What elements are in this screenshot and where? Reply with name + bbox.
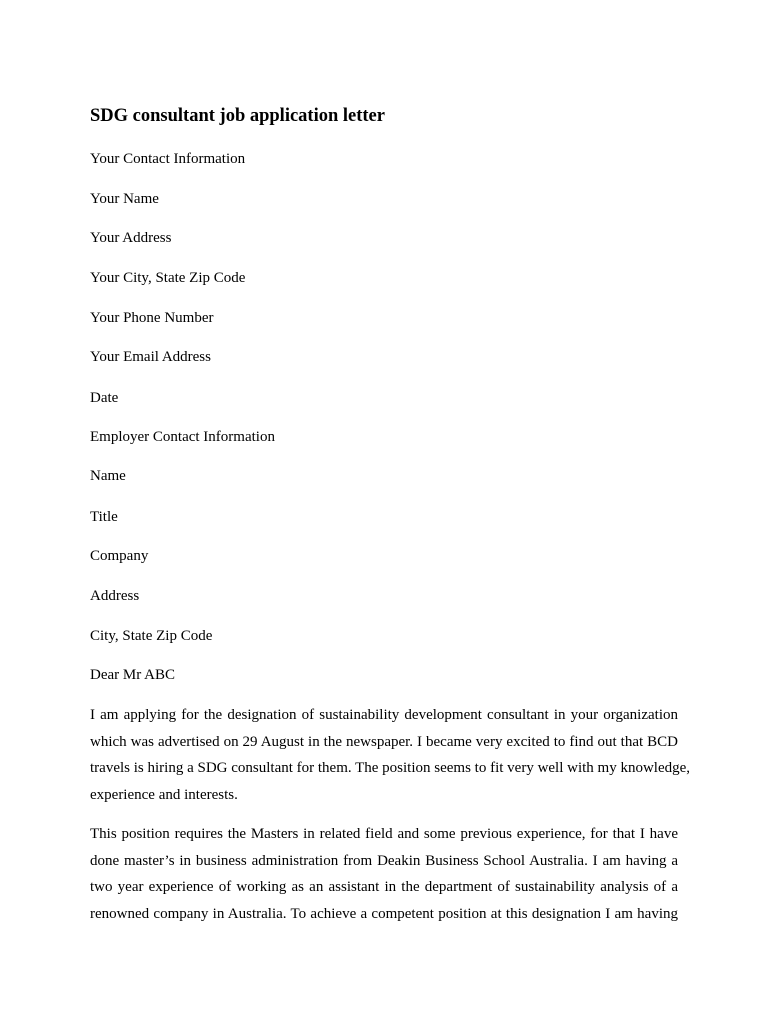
paragraph-line: two year experience of working as an assistant in the department of sustainability analysis of a bbox=[90, 879, 678, 895]
your-address-line: Your Address bbox=[90, 230, 172, 246]
date-line: Date bbox=[90, 390, 119, 406]
salutation: Dear Mr ABC bbox=[90, 667, 175, 683]
paragraph-line: travels is hiring a SDG consultant for them. The position seems to fit very well with my knowledge, bbox=[90, 760, 691, 776]
paragraph-line: I am applying for the designation of sustainability development consultant in your organization bbox=[90, 707, 678, 723]
contact-info-heading: Your Contact Information bbox=[90, 151, 246, 167]
paragraph-line: This position requires the Masters in related field and some previous experience, for that I have bbox=[90, 826, 678, 842]
employer-title-line: Title bbox=[90, 509, 118, 525]
body-paragraph bbox=[90, 702, 691, 808]
paragraph-line: renowned company in Australia. To achieve a competent position at this designation I am having bbox=[90, 905, 678, 922]
employer-company-line: Company bbox=[90, 548, 149, 564]
body-paragraph bbox=[90, 821, 678, 927]
your-name-line: Your Name bbox=[90, 191, 159, 207]
your-email-line: Your Email Address bbox=[90, 349, 211, 365]
paragraph-line: done master’s in business administration from Deakin Business School Australia. I am having a bbox=[90, 852, 678, 869]
employer-name-line: Name bbox=[90, 468, 126, 484]
document-title: SDG consultant job application letter bbox=[90, 106, 385, 126]
employer-info-heading: Employer Contact Information bbox=[90, 429, 275, 445]
your-city-line: Your City, State Zip Code bbox=[90, 270, 246, 286]
paragraph-line: experience and interests. bbox=[90, 786, 238, 803]
paragraph-line: which was advertised on 29 August in the newspaper. I became very excited to find out that BCD bbox=[90, 733, 678, 750]
employer-city-line: City, State Zip Code bbox=[90, 628, 213, 644]
your-phone-line: Your Phone Number bbox=[90, 310, 214, 326]
employer-address-line: Address bbox=[90, 588, 140, 604]
